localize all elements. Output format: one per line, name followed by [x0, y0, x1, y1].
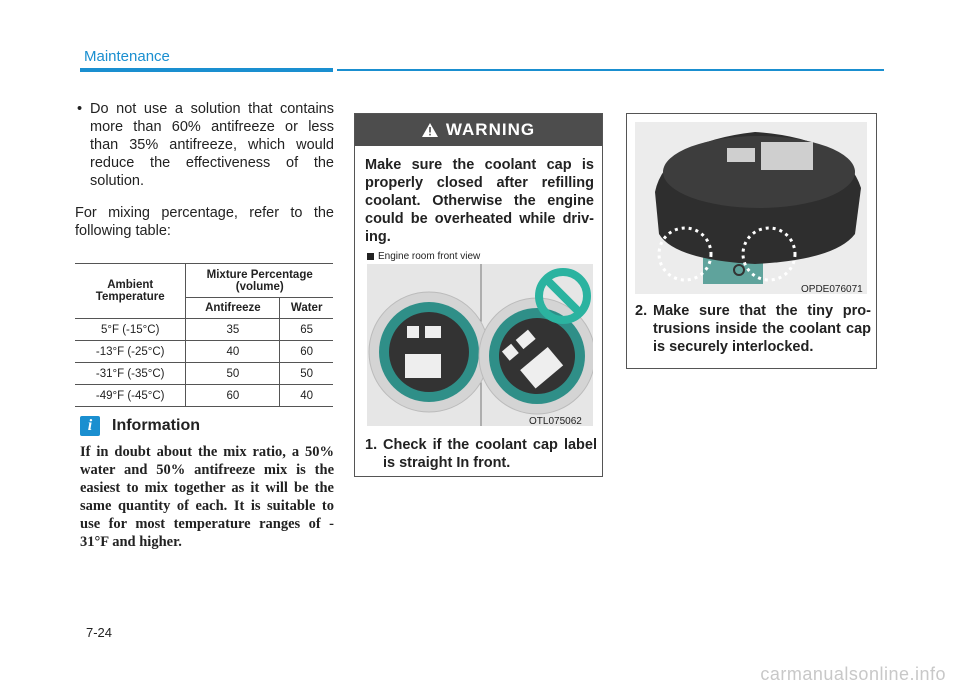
- image-code-opde: OPDE076071: [801, 284, 863, 295]
- view-label: [367, 251, 480, 262]
- header-rule-left: [80, 68, 333, 72]
- warning-label: WARNING: [445, 120, 536, 139]
- water-cell: 65: [280, 319, 333, 341]
- bullet-dot: •: [77, 101, 83, 117]
- page-number: 7-24: [86, 625, 113, 640]
- table-row: [75, 341, 333, 363]
- col-water-header: Water: [280, 298, 333, 319]
- temp-cell: 5°F (-15°C): [75, 319, 186, 341]
- temp-cell: -31°F (-35°C): [75, 363, 186, 385]
- info-icon: i: [80, 416, 100, 436]
- table-row: [75, 319, 333, 341]
- information-header: [80, 416, 200, 436]
- warning-triangle-icon: [422, 123, 438, 137]
- table-row: [75, 363, 333, 385]
- table-row: [75, 385, 333, 407]
- step-number: 2.: [635, 303, 648, 319]
- step-text: Check if the coolant cap label is straight In front.: [383, 437, 597, 471]
- coolant-cap-comparison-image: [367, 264, 593, 426]
- antifreeze-cell: 35: [186, 319, 280, 341]
- bullet-text: Do not use a solution that contains more than 60% antifreeze or less than 35% antifreeze, which would reduce the effectiveness of the solution.: [90, 101, 334, 189]
- temp-cell: -49°F (-45°C): [75, 385, 186, 407]
- water-cell: 40: [280, 385, 333, 407]
- warning-text: Make sure the coolant cap is properly closed after refilling coolant. Otherwise the engine could be overheated while driv-ing.: [365, 157, 594, 245]
- step-1: [365, 436, 597, 472]
- information-title: Information: [112, 417, 200, 434]
- step-number: 1.: [365, 437, 378, 453]
- coolant-cap-image: [635, 122, 867, 294]
- view-label-text: Engine room front view: [378, 251, 481, 262]
- antifreeze-cell: 50: [186, 363, 280, 385]
- antifreeze-cell: 40: [186, 341, 280, 363]
- cap-panel: [626, 113, 877, 369]
- temp-cell: -13°F (-25°C): [75, 341, 186, 363]
- intro-paragraph: For mixing percentage, refer to the following table:: [75, 205, 334, 239]
- bullet-item: [75, 100, 334, 190]
- step-text: Make sure that the tiny pro-trusions inside the coolant cap is securely interlocked.: [653, 303, 871, 355]
- water-cell: 60: [280, 341, 333, 363]
- step-2: [635, 302, 871, 356]
- section-title: Maintenance: [84, 48, 170, 65]
- warning-box: [354, 113, 603, 477]
- warning-header: [355, 114, 602, 146]
- header-rule-right: [337, 69, 884, 71]
- col-ambient-header: Ambient Temperature: [75, 264, 186, 319]
- square-bullet-icon: [367, 253, 374, 260]
- left-column: [75, 100, 334, 240]
- water-cell: 50: [280, 363, 333, 385]
- image-code-otl: OTL075062: [529, 416, 582, 427]
- watermark: carmanualsonline.info: [760, 664, 946, 684]
- information-text: If in doubt about the mix ratio, a 50% water and 50% antifreeze mix is the easiest to mix together as it will be the same quantity of each. It is suitable to use for most temperature ranges of - 31°F and higher.: [80, 444, 334, 550]
- mix-table: [75, 263, 333, 407]
- col-antifreeze-header: Antifreeze: [186, 298, 280, 319]
- col-mixture-header: Mixture Percentage (volume): [186, 264, 333, 298]
- antifreeze-cell: 60: [186, 385, 280, 407]
